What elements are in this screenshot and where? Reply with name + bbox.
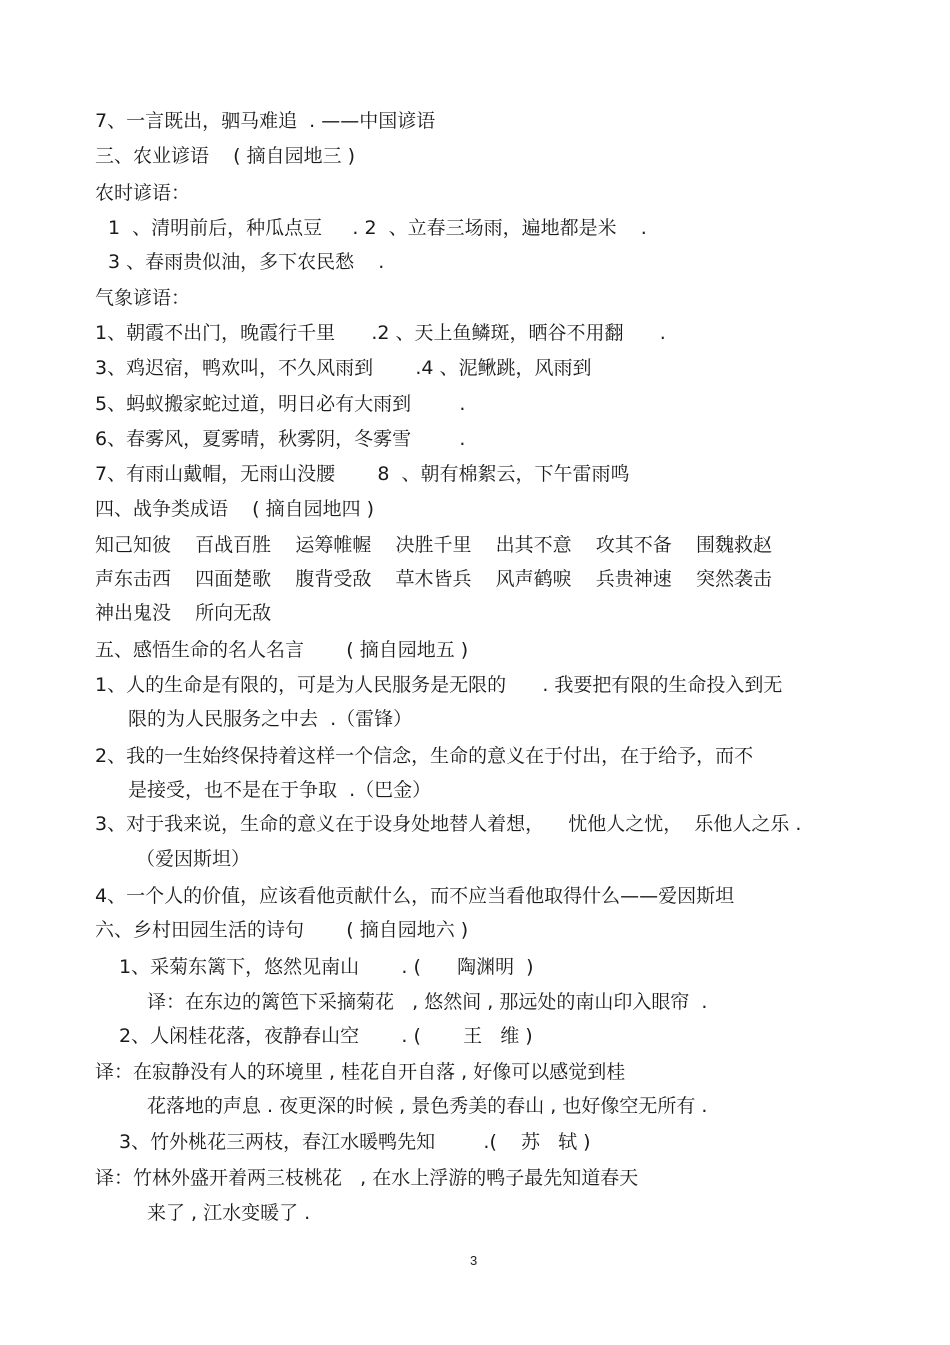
poem-3: 3、竹外桃花三两枝，春江水暖鸭先知 .( 苏 轼 ): [119, 1131, 591, 1153]
subsection-title-farming: 农时谚语：: [95, 182, 191, 204]
poem-1: 1、采菊东篱下，悠然见南山 . ( 陶渊明 ): [119, 956, 534, 978]
life-quote-3-cont: （爱因斯坦）: [136, 848, 251, 870]
life-quote-3: 3、对于我来说，生命的意义在于设身处地替人着想， 忧他人之忧， 乐他人之乐 .: [95, 813, 802, 835]
poem-1-translation: 译：在东边的篱笆下采摘菊花 , 悠然间 , 那远处的南山印入眼帘 .: [147, 991, 708, 1013]
page-number: 3: [470, 1253, 478, 1268]
poem-3-translation-cont: 来了 , 江水变暖了 .: [147, 1202, 311, 1224]
section-title-life-quotes: 五、感悟生命的名人名言 ( 摘自园地五 ): [95, 639, 469, 661]
life-quote-2-cont: 是接受，也不是在于争取 .（巴金）: [128, 779, 432, 801]
section-title-war-idioms: 四、战争类成语 ( 摘自园地四 ): [95, 498, 375, 520]
weather-proverbs-3-4: 3、鸡迟宿，鸭欢叫，不久风雨到 .4 、泥鳅跳，风雨到: [95, 357, 592, 379]
war-idioms-row-2: 声东击西 四面楚歌 腹背受敌 草木皆兵 风声鹤唳 兵贵神速 突然袭击: [95, 568, 772, 590]
proverb-line-7: 7、一言既出，驷马难追 . ——中国谚语: [95, 110, 436, 132]
life-quote-4: 4、一个人的价值，应该看他贡献什么，而不应当看他取得什么——爱因斯坦: [95, 885, 735, 907]
war-idioms-row-3: 神出鬼没 所向无敌: [95, 602, 272, 624]
poem-3-translation: 译：竹林外盛开着两三枝桃花 , 在水上浮游的鸭子最先知道春天: [95, 1167, 639, 1189]
life-quote-2: 2、我的一生始终保持着这样一个信念，生命的意义在于付出，在于给予，而不: [95, 745, 754, 767]
farming-proverbs-1-2: 1 、清明前后，种瓜点豆 . 2 、立春三场雨，遍地都是米 .: [108, 217, 647, 239]
section-title-agriculture: 三、农业谚语 ( 摘自园地三 ): [95, 145, 356, 167]
life-quote-1-cont: 限的为人民服务之中去 .（雷锋）: [128, 708, 413, 730]
farming-proverb-3: 3 、春雨贵似油，多下农民愁 .: [108, 251, 385, 273]
life-quote-1: 1、人的生命是有限的，可是为人民服务是无限的 . 我要把有限的生命投入到无: [95, 674, 783, 696]
poem-2-translation: 译：在寂静没有人的环境里 , 桂花自开自落 , 好像可以感觉到桂: [95, 1061, 626, 1083]
weather-proverb-6: 6、春雾风，夏雾晴，秋雾阴，冬雾雪 .: [95, 428, 466, 450]
poem-2-translation-cont: 花落地的声息 . 夜更深的时候 , 景色秀美的春山 , 也好像空无所有 .: [147, 1095, 708, 1117]
subsection-title-weather: 气象谚语：: [95, 287, 191, 309]
weather-proverbs-7-8: 7、有雨山戴帽，无雨山没腰 8 、朝有棉絮云，下午雷雨鸣: [95, 463, 630, 485]
poem-2: 2、人闲桂花落，夜静春山空 . ( 王 维 ): [119, 1025, 533, 1047]
section-title-pastoral-poems: 六、乡村田园生活的诗句 ( 摘自园地六 ): [95, 919, 469, 941]
war-idioms-row-1: 知己知彼 百战百胜 运筹帷幄 决胜千里 出其不意 攻其不备 围魏救赵: [95, 534, 772, 556]
weather-proverb-5: 5、蚂蚁搬家蛇过道，明日必有大雨到 .: [95, 393, 466, 415]
weather-proverbs-1-2: 1、朝霞不出门，晚霞行千里 .2 、天上鱼鳞斑，晒谷不用翻 .: [95, 322, 666, 344]
